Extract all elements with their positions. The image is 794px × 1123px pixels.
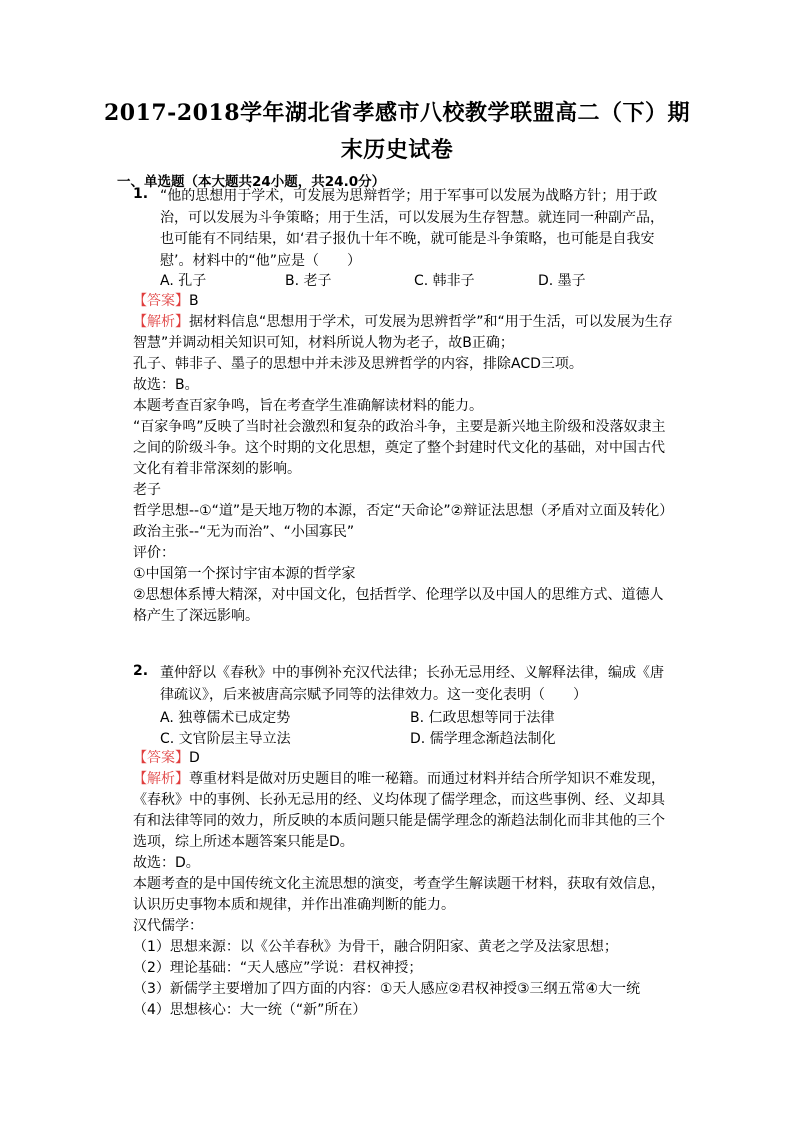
q1-analysis-5: 老子 bbox=[133, 482, 161, 498]
q2-stem: 董仲舒以《春秋》中的事例补充汉代法律；长孙无忌用经、义解释法律，编成《唐律疏议》，后来被唐高宗赋予同等的法律效力。这一变化表明（ ） bbox=[160, 665, 664, 703]
q1-analysis-6: 哲学思想--①“道”是天地万物的本源，否定“天命论”②辩证法思想（矛盾对立面及转化） bbox=[133, 503, 674, 519]
q1-number: 1. bbox=[133, 186, 149, 202]
q2-option-a: A. 独尊儒术已成定势 bbox=[160, 710, 291, 726]
q1-analysis-7: 政治主张--“无为而治”、“小国寡民” bbox=[133, 524, 355, 540]
q2-option-b: B. 仁政思想等同于法律 bbox=[410, 710, 555, 726]
q1-answer: B bbox=[189, 293, 199, 309]
document-title-line1: 2017-2018学年湖北省孝感市八校教学联盟高二（下）期 bbox=[103, 100, 691, 126]
q2-analysis-1: 故选：D。 bbox=[133, 855, 200, 871]
q2-analysis-5: （2）理论基础：“天人感应”学说：君权神授； bbox=[133, 960, 423, 976]
section-heading: 一、单选题（本大题共24小题，共24.0分） bbox=[117, 174, 386, 190]
q2-answer-block bbox=[133, 748, 673, 1021]
q2-analysis-2: 本题考查的是中国传统文化主流思想的演变，考查学生解读题干材料，获取有效信息，认识历史事物本质和规律，并作出准确判断的能力。 bbox=[133, 876, 665, 913]
document-title-line2: 末历史试卷 bbox=[340, 137, 454, 163]
q1-option-b: B. 老子 bbox=[285, 273, 332, 289]
q2-analysis-4: （1）思想来源：以《公羊春秋》为骨干，融合阴阳家、黄老之学及法家思想； bbox=[133, 939, 618, 955]
q1-answer-tag: 【答案】 bbox=[133, 293, 189, 309]
q2-option-c: C. 文官阶层主导立法 bbox=[160, 731, 291, 747]
q1-stem: “他的思想用于学术，可发展为思辩哲学；用于军事可以发展为战略方针；用于政治，可以发展为斗争策略；用于生活，可以发展为生存智慧。就连同一种副产品，也可能有不同结果，如‘君子报仇十年不晚，就可能是斗争策略，也可能是自我安慰’。材料中的“他”应是（ ） bbox=[160, 188, 664, 269]
q1-option-c: C. 韩非子 bbox=[414, 273, 475, 289]
q2-answer: D bbox=[189, 750, 200, 766]
q1-analysis-0: 据材料信息“思想用于学术，可发展为思辨哲学”和“用于生活，可以发展为生存智慧”并调动相关知识可知，材料所说人物为老子，故B正确； bbox=[133, 314, 673, 351]
q2-analysis-0: 尊重材料是做对历史题目的唯一秘籍。而通过材料并结合所学知识不难发现，《春秋》中的事例、长孙无忌用的经、义均体现了儒学理念，而这些事例、经、义却具有和法律等同的效力，所反映的本质问题只能是儒学理念的渐趋法制化而非其他的三个选项，综上所述本题答案只能是D。 bbox=[133, 771, 665, 850]
q2-analysis-7: （4）思想核心：大一统（“新”所在） bbox=[133, 1002, 367, 1018]
q1-analysis-tag: 【解析】 bbox=[133, 314, 189, 330]
q1-analysis-3: 本题考查百家争鸣，旨在考查学生准确解读材料的能力。 bbox=[133, 398, 483, 414]
q1-analysis-8: 评价： bbox=[133, 545, 175, 561]
q1-option-a: A. 孔子 bbox=[160, 273, 207, 289]
q2-answer-tag: 【答案】 bbox=[133, 750, 189, 766]
q1-analysis-2: 故选：B。 bbox=[133, 377, 199, 393]
q1-option-d: D. 墨子 bbox=[538, 273, 586, 289]
q1-analysis-1: 孔子、韩非子、墨子的思想中并未涉及思辨哲学的内容，排除ACD三项。 bbox=[133, 356, 583, 372]
q2-analysis-tag: 【解析】 bbox=[133, 771, 189, 787]
q2-option-d: D. 儒学理念渐趋法制化 bbox=[410, 731, 556, 747]
q2-analysis-6: （3）新儒学主要增加了四方面的内容：①天人感应②君权神授③三纲五常④大一统 bbox=[133, 981, 641, 997]
q2-number: 2. bbox=[133, 663, 149, 679]
q1-analysis-9: ①中国第一个探讨宇宙本源的哲学家 bbox=[133, 566, 356, 582]
q1-analysis-4: “百家争鸣”反映了当时社会激烈和复杂的政治斗争，主要是新兴地主阶级和没落奴隶主之间的阶级斗争。这个时期的文化思想，奠定了整个封建时代文化的基础，对中国古代文化有着非常深刻的影响。 bbox=[133, 419, 666, 477]
q1-answer-block bbox=[133, 291, 673, 627]
q2-analysis-3: 汉代儒学： bbox=[133, 918, 203, 934]
q1-analysis-10: ②思想体系博大精深，对中国文化，包括哲学、伦理学以及中国人的思维方式、道德人格产生了深远影响。 bbox=[133, 587, 664, 624]
